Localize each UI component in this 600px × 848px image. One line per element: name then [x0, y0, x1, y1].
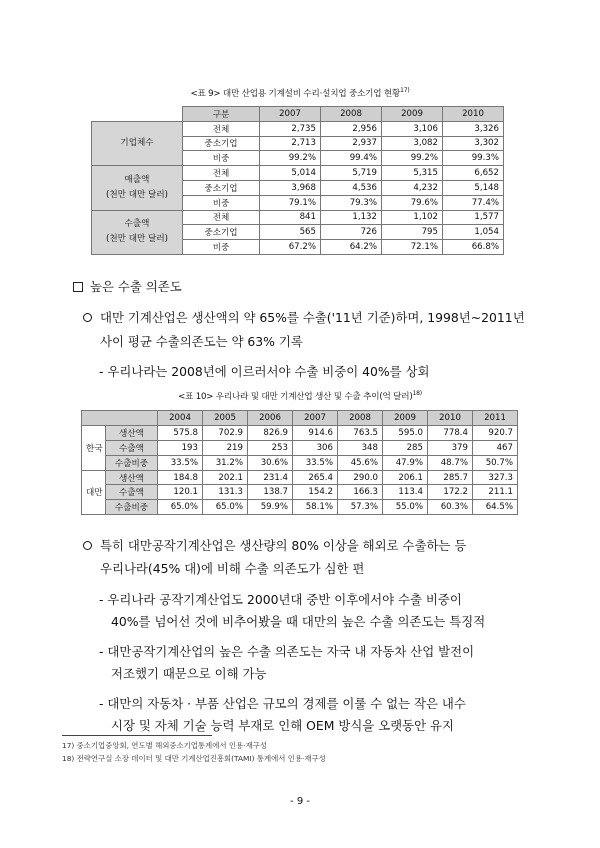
- table-cell: 193: [158, 440, 203, 455]
- table-corner: [82, 411, 158, 426]
- paragraph-2-sub-2-line-2: 저조했기 때문으로 이해 가능: [111, 666, 267, 681]
- row-sub-label: 비중: [183, 240, 260, 255]
- footnote-divider: [62, 735, 212, 736]
- table-cell: 59.9%: [248, 500, 293, 515]
- table-row: [82, 500, 518, 515]
- table-cell: 166.3: [338, 485, 383, 500]
- table-cell: 3,326: [443, 121, 504, 136]
- table-cell: 138.7: [248, 485, 293, 500]
- table-cell: 33.5%: [158, 455, 203, 470]
- table-cell: 726: [321, 225, 382, 240]
- table-cell: 99.2%: [260, 151, 321, 166]
- table-cell: 1,102: [382, 210, 443, 225]
- table-cell: 285: [383, 440, 428, 455]
- paragraph-1-line-1: [83, 308, 525, 326]
- table-cell: 99.3%: [443, 151, 504, 166]
- table10-caption: [0, 390, 600, 402]
- paragraph-2-sub-3-line-1: - 대만의 자동차 · 부품 산업은 규모의 경제를 이룰 수 없는 작은 내수: [99, 696, 466, 711]
- table-10: [81, 410, 518, 515]
- footnote-18: 18) 전략연구실 소장 데이터 및 대만 기계산업진흥회(TAMI) 통계에서 인용·재구성: [62, 754, 326, 763]
- table-cell: 67.2%: [260, 240, 321, 255]
- circle-bullet-icon: [83, 313, 92, 322]
- table10-caption-ref: 18): [412, 390, 422, 398]
- table-row: [82, 455, 518, 470]
- table-cell: 778.4: [428, 425, 473, 440]
- table-cell: 55.0%: [383, 500, 428, 515]
- paragraph-1-sub: - 우리나라는 2008년에 이르러서야 수출 비중이 40%를 상회: [99, 364, 430, 379]
- column-header: 구분: [183, 107, 260, 122]
- table-cell: 5,719: [321, 166, 382, 181]
- table-cell: 77.4%: [443, 195, 504, 210]
- row-group-label-line: (천만 대만 달러): [106, 189, 168, 200]
- table-cell: 575.8: [158, 425, 203, 440]
- row-group-label-line: 매출액: [124, 174, 150, 185]
- table-cell: 1,054: [443, 225, 504, 240]
- table-cell: 79.1%: [260, 195, 321, 210]
- table-cell: 79.3%: [321, 195, 382, 210]
- table-cell: 60.3%: [428, 500, 473, 515]
- table-cell: 285.7: [428, 470, 473, 485]
- column-header: 2006: [248, 411, 293, 426]
- table-cell: 327.3: [473, 470, 518, 485]
- table-cell: 58.1%: [293, 500, 338, 515]
- table-cell: 66.8%: [443, 240, 504, 255]
- table-cell: 595.0: [383, 425, 428, 440]
- table9-caption-text: <표 9> 대만 산업용 기계설비 수리·설치업 중소기업 현황: [190, 89, 401, 99]
- paragraph-2-sub-1-line-2: 40%를 넘어선 것에 비추어봤을 때 대만의 높은 수출 의존도는 특징적: [111, 614, 486, 629]
- table-cell: 467: [473, 440, 518, 455]
- table-cell: 120.1: [158, 485, 203, 500]
- table-cell: 31.2%: [203, 455, 248, 470]
- table-cell: 131.3: [203, 485, 248, 500]
- column-header: 2010: [428, 411, 473, 426]
- table-cell: 79.6%: [382, 195, 443, 210]
- table-cell: 3,082: [382, 136, 443, 151]
- table-cell: 841: [260, 210, 321, 225]
- table-cell: 72.1%: [382, 240, 443, 255]
- table-cell: 253: [248, 440, 293, 455]
- row-sub-label: 수출비중: [106, 500, 158, 515]
- table-row: [82, 425, 518, 440]
- row-sub-label: 비중: [183, 195, 260, 210]
- table-cell: 1,132: [321, 210, 382, 225]
- column-header: 2010: [443, 107, 504, 122]
- row-sub-label: 생산액: [106, 470, 158, 485]
- table9-caption-ref: 17): [400, 87, 410, 95]
- table-cell: 826.9: [248, 425, 293, 440]
- table-cell: 47.9%: [383, 455, 428, 470]
- row-group-label: [92, 210, 183, 254]
- table-cell: 2,735: [260, 121, 321, 136]
- column-header: 2011: [473, 411, 518, 426]
- table-cell: 914.6: [293, 425, 338, 440]
- footnote-17: 17) 중소기업중앙회, 연도별 해외중소기업통계에서 인용·재구성: [62, 741, 267, 750]
- table-cell: 48.7%: [428, 455, 473, 470]
- row-group-label-line: 기업체수: [120, 137, 154, 148]
- table-row: [82, 485, 518, 500]
- table-cell: 265.4: [293, 470, 338, 485]
- table-cell: 33.5%: [293, 455, 338, 470]
- row-sub-label: 전체: [183, 166, 260, 181]
- table9-caption: [0, 87, 600, 99]
- paragraph-1-line-2: 사이 평균 수출의존도는 약 63% 기록: [100, 334, 303, 349]
- row-group-label-line: 수출액: [124, 219, 150, 230]
- column-header: 2007: [260, 107, 321, 122]
- column-header: 2008: [321, 107, 382, 122]
- table-row: [92, 166, 504, 181]
- table-cell: 50.7%: [473, 455, 518, 470]
- table-cell: 5,014: [260, 166, 321, 181]
- table-cell: 211.1: [473, 485, 518, 500]
- section-heading: [73, 277, 182, 295]
- row-sub-label: 생산액: [106, 425, 158, 440]
- row-sub-label: 수출액: [106, 485, 158, 500]
- table-9: [91, 106, 504, 255]
- table-cell: 202.1: [203, 470, 248, 485]
- row-sub-label: 수출액: [106, 440, 158, 455]
- column-header: 2009: [382, 107, 443, 122]
- column-header: 2008: [338, 411, 383, 426]
- column-header: 2004: [158, 411, 203, 426]
- table-row: [92, 210, 504, 225]
- row-sub-label: 중소기업: [183, 225, 260, 240]
- checkbox-square-icon: [73, 282, 83, 292]
- table-cell: 3,968: [260, 180, 321, 195]
- paragraph-text: 대만 기계산업은 생산액의 약 65%를 수출('11년 기준)하며, 1998년~2011년: [100, 310, 525, 325]
- row-sub-label: 중소기업: [183, 136, 260, 151]
- table-cell: 45.6%: [338, 455, 383, 470]
- table-row: [82, 440, 518, 455]
- table-cell: 64.2%: [321, 240, 382, 255]
- table-cell: 2,956: [321, 121, 382, 136]
- table-cell: 795: [382, 225, 443, 240]
- table-cell: 64.5%: [473, 500, 518, 515]
- table-cell: 206.1: [383, 470, 428, 485]
- table-cell: 154.2: [293, 485, 338, 500]
- table-cell: 231.4: [248, 470, 293, 485]
- table-header-row: [82, 411, 518, 426]
- country-label: 한국: [82, 425, 106, 470]
- table-cell: 99.2%: [382, 151, 443, 166]
- section-title: 높은 수출 의존도: [90, 279, 182, 294]
- table-cell: 763.5: [338, 425, 383, 440]
- table-cell: 5,315: [382, 166, 443, 181]
- table-cell: 57.3%: [338, 500, 383, 515]
- paragraph-2-sub-3-line-2: 시장 및 자체 기술 능력 부재로 인해 OEM 방식을 오랫동안 유지: [111, 718, 454, 733]
- table-cell: 6,652: [443, 166, 504, 181]
- row-sub-label: 수출비중: [106, 455, 158, 470]
- paragraph-2-line-2: 우리나라(45% 대)에 비해 수출 의존도가 심한 편: [100, 561, 365, 576]
- column-header: 2007: [293, 411, 338, 426]
- row-sub-label: 전체: [183, 121, 260, 136]
- column-header: 2005: [203, 411, 248, 426]
- table-cell: 219: [203, 440, 248, 455]
- row-group-label-line: (천만 대만 달러): [106, 234, 168, 245]
- table-cell: 172.2: [428, 485, 473, 500]
- table-cell: 702.9: [203, 425, 248, 440]
- row-sub-label: 전체: [183, 210, 260, 225]
- table-cell: 920.7: [473, 425, 518, 440]
- table-cell: 4,232: [382, 180, 443, 195]
- row-sub-label: 비중: [183, 151, 260, 166]
- paragraph-text: 특히 대만공작기계산업은 생산량의 80% 이상을 해외로 수출하는 등: [100, 538, 467, 553]
- column-header: 2009: [383, 411, 428, 426]
- table-cell: 2,713: [260, 136, 321, 151]
- table-corner: [92, 107, 183, 122]
- table-header-row: [92, 107, 504, 122]
- row-sub-label: 중소기업: [183, 180, 260, 195]
- table-cell: 113.4: [383, 485, 428, 500]
- country-label: 대만: [82, 470, 106, 515]
- table10-caption-text: <표 10> 우리나라 및 대만 기계산업 생산 및 수출 추이(억 달러): [178, 392, 413, 402]
- paragraph-2-sub-1-line-1: - 우리나라 공작기계산업도 2000년대 중반 이후에서야 수출 비중이: [99, 592, 462, 607]
- table-cell: 30.6%: [248, 455, 293, 470]
- table-cell: 65.0%: [203, 500, 248, 515]
- paragraph-2-line-1: [83, 536, 466, 554]
- circle-bullet-icon: [83, 541, 92, 550]
- table-cell: 4,536: [321, 180, 382, 195]
- table-cell: 99.4%: [321, 151, 382, 166]
- table-cell: 1,577: [443, 210, 504, 225]
- page-number: - 9 -: [290, 796, 310, 807]
- table-cell: 3,106: [382, 121, 443, 136]
- table-cell: 290.0: [338, 470, 383, 485]
- table-cell: 348: [338, 440, 383, 455]
- paragraph-2-sub-2-line-1: - 대만공작기계산업의 높은 수출 의존도는 자국 내 자동차 산업 발전이: [99, 644, 475, 659]
- table-row: [92, 121, 504, 136]
- table-cell: 565: [260, 225, 321, 240]
- row-group-label: [92, 121, 183, 165]
- table-cell: 184.8: [158, 470, 203, 485]
- table-cell: 379: [428, 440, 473, 455]
- table-cell: 2,937: [321, 136, 382, 151]
- table-cell: 306: [293, 440, 338, 455]
- table-row: [82, 470, 518, 485]
- table-cell: 65.0%: [158, 500, 203, 515]
- table-cell: 5,148: [443, 180, 504, 195]
- row-group-label: [92, 166, 183, 210]
- table-cell: 3,302: [443, 136, 504, 151]
